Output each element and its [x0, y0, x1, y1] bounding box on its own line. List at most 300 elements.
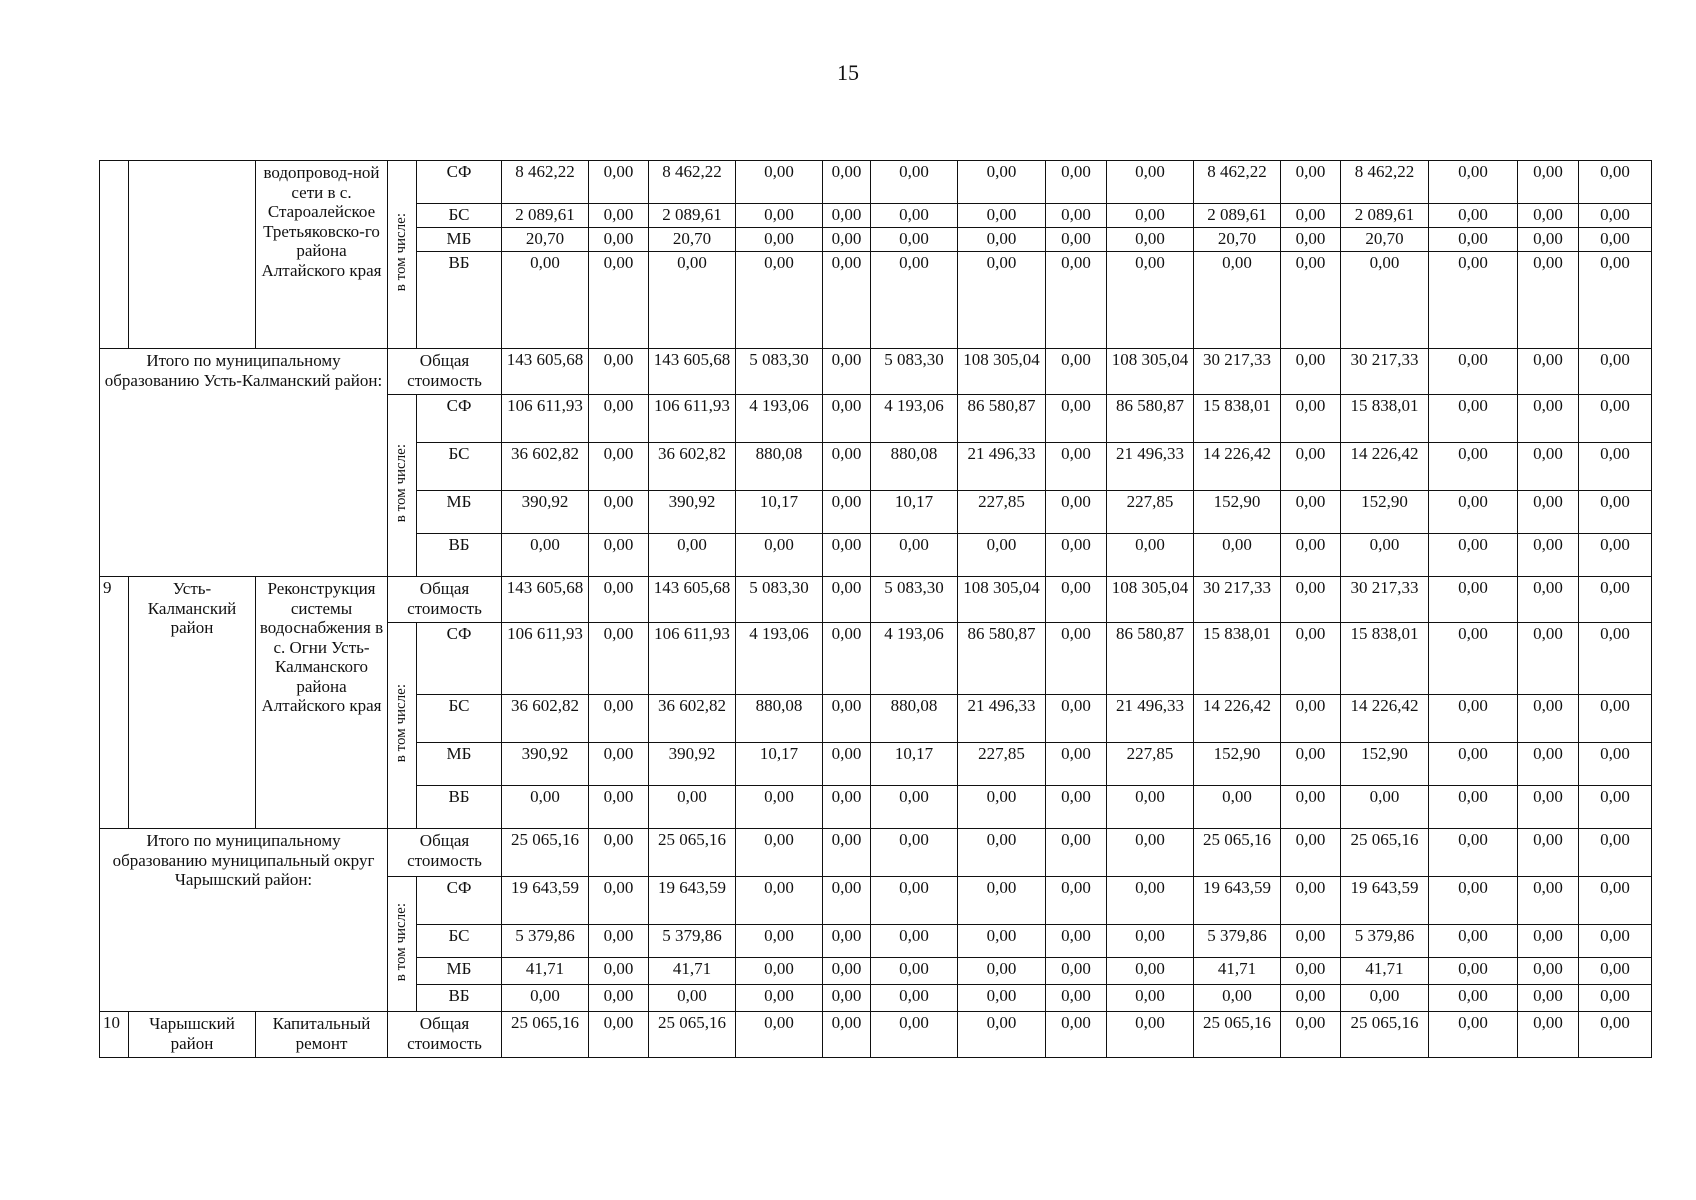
value-cell: 19 643,59	[1194, 877, 1281, 925]
value-cell: 2 089,61	[1341, 204, 1429, 228]
value-cell: 36 602,82	[649, 695, 736, 743]
value-cell: 0,00	[823, 161, 871, 204]
incl-label	[388, 395, 417, 577]
value-cell: 880,08	[736, 695, 823, 743]
value-cell: 0,00	[1281, 443, 1341, 491]
value-cell: 0,00	[589, 349, 649, 395]
value-cell: 0,00	[736, 228, 823, 252]
value-cell: 0,00	[736, 985, 823, 1012]
value-cell: 0,00	[1281, 228, 1341, 252]
incl-label-text: в том числе:	[393, 444, 410, 523]
value-cell: 0,00	[736, 534, 823, 577]
value-cell: 0,00	[1579, 786, 1652, 829]
value-cell: 0,00	[736, 161, 823, 204]
source-label: БС	[417, 695, 502, 743]
value-cell: 143 605,68	[649, 349, 736, 395]
value-cell: 0,00	[871, 534, 958, 577]
value-cell: 0,00	[589, 877, 649, 925]
value-cell: 0,00	[1341, 252, 1429, 349]
value-cell: 5 083,30	[871, 349, 958, 395]
value-cell: 21 496,33	[1107, 695, 1194, 743]
value-cell: 10,17	[871, 491, 958, 534]
value-cell: 0,00	[1107, 925, 1194, 958]
value-cell: 0,00	[589, 623, 649, 695]
value-cell: 0,00	[1518, 958, 1579, 985]
page-number: 15	[837, 60, 859, 85]
value-cell: 0,00	[589, 958, 649, 985]
value-cell: 0,00	[1429, 623, 1518, 695]
value-cell: 0,00	[1518, 925, 1579, 958]
value-cell: 0,00	[958, 958, 1046, 985]
value-cell: 0,00	[823, 443, 871, 491]
value-cell: 30 217,33	[1341, 577, 1429, 623]
value-cell: 86 580,87	[1107, 395, 1194, 443]
value-cell: 0,00	[1194, 252, 1281, 349]
value-cell: 0,00	[1046, 252, 1107, 349]
value-cell: 0,00	[958, 925, 1046, 958]
value-cell: 25 065,16	[1341, 829, 1429, 877]
value-cell: 0,00	[823, 349, 871, 395]
value-cell: 0,00	[589, 228, 649, 252]
value-cell: 0,00	[871, 204, 958, 228]
value-cell: 0,00	[1429, 829, 1518, 877]
value-cell: 41,71	[502, 958, 589, 985]
value-cell: 0,00	[589, 204, 649, 228]
source-label: СФ	[417, 161, 502, 204]
value-cell: 106 611,93	[649, 395, 736, 443]
value-cell: 0,00	[649, 252, 736, 349]
value-cell: 0,00	[1107, 252, 1194, 349]
value-cell: 8 462,22	[1341, 161, 1429, 204]
value-cell: 0,00	[823, 577, 871, 623]
source-label: БС	[417, 204, 502, 228]
value-cell: 0,00	[1579, 829, 1652, 877]
value-cell: 0,00	[1281, 985, 1341, 1012]
value-cell: 0,00	[1281, 252, 1341, 349]
value-cell: 0,00	[1429, 204, 1518, 228]
value-cell: 0,00	[871, 161, 958, 204]
incl-label	[388, 877, 417, 1012]
table-row	[100, 577, 1652, 623]
value-cell: 0,00	[871, 958, 958, 985]
value-cell: 0,00	[589, 395, 649, 443]
value-cell: 143 605,68	[502, 349, 589, 395]
value-cell: 21 496,33	[1107, 443, 1194, 491]
value-cell: 36 602,82	[649, 443, 736, 491]
value-cell: 0,00	[1518, 743, 1579, 786]
value-cell: 0,00	[1107, 161, 1194, 204]
value-cell: 20,70	[649, 228, 736, 252]
value-cell: 25 065,16	[502, 1012, 589, 1058]
value-cell: 25 065,16	[1341, 1012, 1429, 1058]
value-cell: 0,00	[1281, 958, 1341, 985]
value-cell: 152,90	[1341, 491, 1429, 534]
value-cell: 0,00	[823, 958, 871, 985]
value-cell: 4 193,06	[871, 623, 958, 695]
value-cell: 0,00	[1579, 958, 1652, 985]
value-cell: 15 838,01	[1194, 395, 1281, 443]
value-cell: 0,00	[1429, 695, 1518, 743]
value-cell: 0,00	[1046, 877, 1107, 925]
value-cell: 0,00	[736, 204, 823, 228]
value-cell: 0,00	[589, 534, 649, 577]
region-cell: Усть-Калманский район	[129, 577, 256, 829]
source-label: ВБ	[417, 534, 502, 577]
value-cell: 0,00	[823, 534, 871, 577]
value-cell: 0,00	[871, 252, 958, 349]
value-cell: 0,00	[589, 491, 649, 534]
value-cell: 0,00	[1194, 786, 1281, 829]
value-cell: 0,00	[1281, 786, 1341, 829]
value-cell: 0,00	[502, 985, 589, 1012]
value-cell: 0,00	[589, 443, 649, 491]
value-cell: 0,00	[1429, 577, 1518, 623]
value-cell: 4 193,06	[736, 623, 823, 695]
value-cell: 0,00	[1107, 877, 1194, 925]
value-cell: 227,85	[958, 743, 1046, 786]
value-cell: 0,00	[736, 829, 823, 877]
value-cell: 0,00	[871, 877, 958, 925]
value-cell: 0,00	[1579, 1012, 1652, 1058]
value-cell: 0,00	[1107, 786, 1194, 829]
value-cell: 4 193,06	[871, 395, 958, 443]
value-cell: 0,00	[958, 877, 1046, 925]
value-cell: 106 611,93	[502, 623, 589, 695]
value-cell: 0,00	[1518, 443, 1579, 491]
value-cell: 20,70	[1194, 228, 1281, 252]
value-cell: 0,00	[823, 204, 871, 228]
value-cell: 0,00	[1579, 161, 1652, 204]
value-cell: 0,00	[1107, 958, 1194, 985]
value-cell: 0,00	[736, 1012, 823, 1058]
value-cell: 20,70	[502, 228, 589, 252]
value-cell: 5 379,86	[649, 925, 736, 958]
value-cell: 0,00	[1518, 577, 1579, 623]
value-cell: 0,00	[823, 623, 871, 695]
source-label: БС	[417, 925, 502, 958]
value-cell: 25 065,16	[649, 829, 736, 877]
source-label: ВБ	[417, 786, 502, 829]
value-cell: 15 838,01	[1194, 623, 1281, 695]
value-cell: 30 217,33	[1194, 349, 1281, 395]
value-cell: 0,00	[1281, 534, 1341, 577]
value-cell: 880,08	[871, 695, 958, 743]
value-cell: 36 602,82	[502, 443, 589, 491]
value-cell: 10,17	[736, 743, 823, 786]
value-cell: 152,90	[1194, 491, 1281, 534]
value-cell: 0,00	[1046, 534, 1107, 577]
value-cell: 0,00	[958, 786, 1046, 829]
table-row	[100, 161, 1652, 204]
value-cell: 0,00	[1046, 443, 1107, 491]
value-cell: 0,00	[1046, 1012, 1107, 1058]
value-cell: 0,00	[1107, 228, 1194, 252]
value-cell: 0,00	[589, 577, 649, 623]
value-cell: 86 580,87	[958, 623, 1046, 695]
value-cell: 0,00	[1579, 349, 1652, 395]
value-cell: 0,00	[1046, 623, 1107, 695]
value-cell: 0,00	[1429, 491, 1518, 534]
table-row	[100, 829, 1652, 877]
value-cell: 0,00	[1579, 925, 1652, 958]
value-cell: 0,00	[958, 228, 1046, 252]
value-cell: 19 643,59	[502, 877, 589, 925]
value-cell: 0,00	[589, 252, 649, 349]
value-cell: 25 065,16	[1194, 1012, 1281, 1058]
value-cell: 0,00	[1046, 577, 1107, 623]
row-number	[100, 161, 129, 349]
value-cell: 0,00	[1518, 491, 1579, 534]
value-cell: 108 305,04	[1107, 349, 1194, 395]
value-cell: 0,00	[1281, 349, 1341, 395]
value-cell: 0,00	[1107, 1012, 1194, 1058]
value-cell: 0,00	[736, 786, 823, 829]
value-cell: 0,00	[1046, 204, 1107, 228]
source-label: СФ	[417, 395, 502, 443]
incl-label	[388, 623, 417, 829]
value-cell: 0,00	[1341, 985, 1429, 1012]
incl-label	[388, 161, 417, 349]
value-cell: 14 226,42	[1341, 695, 1429, 743]
value-cell: 152,90	[1194, 743, 1281, 786]
value-cell: 0,00	[823, 786, 871, 829]
value-cell: 0,00	[1518, 161, 1579, 204]
value-cell: 0,00	[823, 1012, 871, 1058]
value-cell: 0,00	[1579, 228, 1652, 252]
value-cell: 2 089,61	[649, 204, 736, 228]
value-cell: 0,00	[1429, 786, 1518, 829]
value-cell: 0,00	[1429, 958, 1518, 985]
value-cell: 0,00	[1579, 395, 1652, 443]
value-cell: 108 305,04	[1107, 577, 1194, 623]
value-cell: 14 226,42	[1341, 443, 1429, 491]
value-cell: 0,00	[649, 786, 736, 829]
value-cell: 0,00	[1518, 829, 1579, 877]
value-cell: 0,00	[649, 534, 736, 577]
value-cell: 0,00	[871, 829, 958, 877]
value-cell: 0,00	[1579, 252, 1652, 349]
project-cell: Капитальный ремонт	[256, 1012, 388, 1058]
value-cell: 0,00	[1046, 395, 1107, 443]
value-cell: 0,00	[1281, 577, 1341, 623]
value-cell: 41,71	[649, 958, 736, 985]
value-cell: 21 496,33	[958, 443, 1046, 491]
source-label: ВБ	[417, 252, 502, 349]
value-cell: 0,00	[1341, 786, 1429, 829]
value-cell: 0,00	[1046, 958, 1107, 985]
value-cell: 0,00	[1429, 161, 1518, 204]
value-cell: 390,92	[649, 491, 736, 534]
value-cell: 0,00	[589, 743, 649, 786]
value-cell: 0,00	[823, 695, 871, 743]
value-cell: 0,00	[871, 985, 958, 1012]
value-cell: 15 838,01	[1341, 623, 1429, 695]
row-number: 9	[100, 577, 129, 829]
value-cell: 106 611,93	[649, 623, 736, 695]
group-total-label: Итого по муниципальному образованию Усть-Калманский район:	[100, 349, 388, 577]
incl-label-text: в том числе:	[393, 684, 410, 763]
value-cell: 0,00	[736, 925, 823, 958]
total-cost-label: Общая стоимость	[388, 829, 502, 877]
total-cost-label: Общая стоимость	[388, 1012, 502, 1058]
table-row	[100, 349, 1652, 395]
value-cell: 0,00	[823, 491, 871, 534]
value-cell: 0,00	[1579, 534, 1652, 577]
value-cell: 0,00	[589, 985, 649, 1012]
value-cell: 390,92	[649, 743, 736, 786]
value-cell: 5 083,30	[736, 349, 823, 395]
value-cell: 0,00	[1429, 443, 1518, 491]
value-cell: 0,00	[1046, 743, 1107, 786]
value-cell: 30 217,33	[1341, 349, 1429, 395]
value-cell: 880,08	[871, 443, 958, 491]
value-cell: 390,92	[502, 491, 589, 534]
value-cell: 0,00	[1579, 877, 1652, 925]
value-cell: 25 065,16	[502, 829, 589, 877]
value-cell: 2 089,61	[1194, 204, 1281, 228]
value-cell: 25 065,16	[1194, 829, 1281, 877]
value-cell: 0,00	[1281, 829, 1341, 877]
value-cell: 0,00	[1429, 1012, 1518, 1058]
value-cell: 0,00	[1518, 395, 1579, 443]
value-cell: 0,00	[1281, 491, 1341, 534]
group-total-label: Итого по муниципальному образованию муниципальный округ Чарышский район:	[100, 829, 388, 1012]
project-cell: Реконструкция системы водоснабжения в с. Огни Усть-Калманского района Алтайского края	[256, 577, 388, 829]
value-cell: 10,17	[871, 743, 958, 786]
value-cell: 0,00	[823, 925, 871, 958]
value-cell: 0,00	[823, 228, 871, 252]
source-label: МБ	[417, 958, 502, 985]
value-cell: 0,00	[1046, 349, 1107, 395]
value-cell: 0,00	[1107, 534, 1194, 577]
value-cell: 227,85	[1107, 491, 1194, 534]
value-cell: 0,00	[1518, 695, 1579, 743]
value-cell: 36 602,82	[502, 695, 589, 743]
value-cell: 0,00	[1046, 925, 1107, 958]
incl-label-text: в том числе:	[393, 213, 410, 292]
value-cell: 0,00	[1518, 877, 1579, 925]
value-cell: 5 379,86	[1194, 925, 1281, 958]
value-cell: 227,85	[1107, 743, 1194, 786]
value-cell: 0,00	[871, 925, 958, 958]
region-cell	[129, 161, 256, 349]
value-cell: 0,00	[649, 985, 736, 1012]
source-label: МБ	[417, 491, 502, 534]
value-cell: 0,00	[589, 1012, 649, 1058]
value-cell: 0,00	[1046, 786, 1107, 829]
value-cell: 0,00	[823, 985, 871, 1012]
value-cell: 5 379,86	[502, 925, 589, 958]
value-cell: 0,00	[958, 985, 1046, 1012]
value-cell: 0,00	[1046, 695, 1107, 743]
value-cell: 0,00	[1518, 252, 1579, 349]
value-cell: 0,00	[1518, 228, 1579, 252]
value-cell: 41,71	[1341, 958, 1429, 985]
source-label: ВБ	[417, 985, 502, 1012]
value-cell: 0,00	[1429, 349, 1518, 395]
value-cell: 0,00	[736, 877, 823, 925]
value-cell: 0,00	[823, 395, 871, 443]
value-cell: 0,00	[1046, 985, 1107, 1012]
value-cell: 5 083,30	[736, 577, 823, 623]
value-cell: 0,00	[1518, 204, 1579, 228]
value-cell: 0,00	[1429, 925, 1518, 958]
value-cell: 880,08	[736, 443, 823, 491]
value-cell: 15 838,01	[1341, 395, 1429, 443]
value-cell: 0,00	[502, 786, 589, 829]
value-cell: 0,00	[1281, 623, 1341, 695]
value-cell: 0,00	[1281, 877, 1341, 925]
value-cell: 0,00	[1281, 204, 1341, 228]
value-cell: 0,00	[1579, 577, 1652, 623]
value-cell: 14 226,42	[1194, 443, 1281, 491]
value-cell: 0,00	[1579, 695, 1652, 743]
value-cell: 108 305,04	[958, 349, 1046, 395]
project-cell: водопровод-ной сети в с. Староалейское Третьяковско-го района Алтайского края	[256, 161, 388, 349]
value-cell: 30 217,33	[1194, 577, 1281, 623]
total-cost-label: Общая стоимость	[388, 349, 502, 395]
value-cell: 0,00	[1107, 985, 1194, 1012]
value-cell: 0,00	[1281, 743, 1341, 786]
value-cell: 4 193,06	[736, 395, 823, 443]
value-cell: 5 379,86	[1341, 925, 1429, 958]
value-cell: 0,00	[589, 695, 649, 743]
value-cell: 0,00	[1046, 228, 1107, 252]
value-cell: 0,00	[1194, 534, 1281, 577]
table-row	[100, 1012, 1652, 1058]
value-cell: 227,85	[958, 491, 1046, 534]
source-label: БС	[417, 443, 502, 491]
value-cell: 0,00	[1107, 204, 1194, 228]
value-cell: 8 462,22	[502, 161, 589, 204]
value-cell: 0,00	[1281, 925, 1341, 958]
source-label: СФ	[417, 623, 502, 695]
budget-table	[99, 160, 1652, 1058]
value-cell: 0,00	[1579, 443, 1652, 491]
value-cell: 5 083,30	[871, 577, 958, 623]
value-cell: 86 580,87	[1107, 623, 1194, 695]
value-cell: 19 643,59	[649, 877, 736, 925]
value-cell: 0,00	[1518, 623, 1579, 695]
value-cell: 143 605,68	[649, 577, 736, 623]
value-cell: 106 611,93	[502, 395, 589, 443]
value-cell: 0,00	[1046, 161, 1107, 204]
region-cell: Чарышский район	[129, 1012, 256, 1058]
value-cell: 0,00	[1579, 491, 1652, 534]
value-cell: 0,00	[1429, 252, 1518, 349]
value-cell: 0,00	[1046, 491, 1107, 534]
value-cell: 143 605,68	[502, 577, 589, 623]
value-cell: 0,00	[958, 252, 1046, 349]
value-cell: 390,92	[502, 743, 589, 786]
value-cell: 0,00	[823, 252, 871, 349]
source-label: СФ	[417, 877, 502, 925]
value-cell: 0,00	[1281, 1012, 1341, 1058]
value-cell: 0,00	[1518, 534, 1579, 577]
total-cost-label: Общая стоимость	[388, 577, 502, 623]
value-cell: 0,00	[502, 534, 589, 577]
value-cell: 0,00	[823, 743, 871, 786]
value-cell: 0,00	[1429, 877, 1518, 925]
value-cell: 0,00	[736, 252, 823, 349]
value-cell: 2 089,61	[502, 204, 589, 228]
value-cell: 0,00	[589, 786, 649, 829]
value-cell: 0,00	[1046, 829, 1107, 877]
value-cell: 0,00	[1518, 985, 1579, 1012]
value-cell: 86 580,87	[958, 395, 1046, 443]
value-cell: 0,00	[1341, 534, 1429, 577]
value-cell: 0,00	[823, 877, 871, 925]
